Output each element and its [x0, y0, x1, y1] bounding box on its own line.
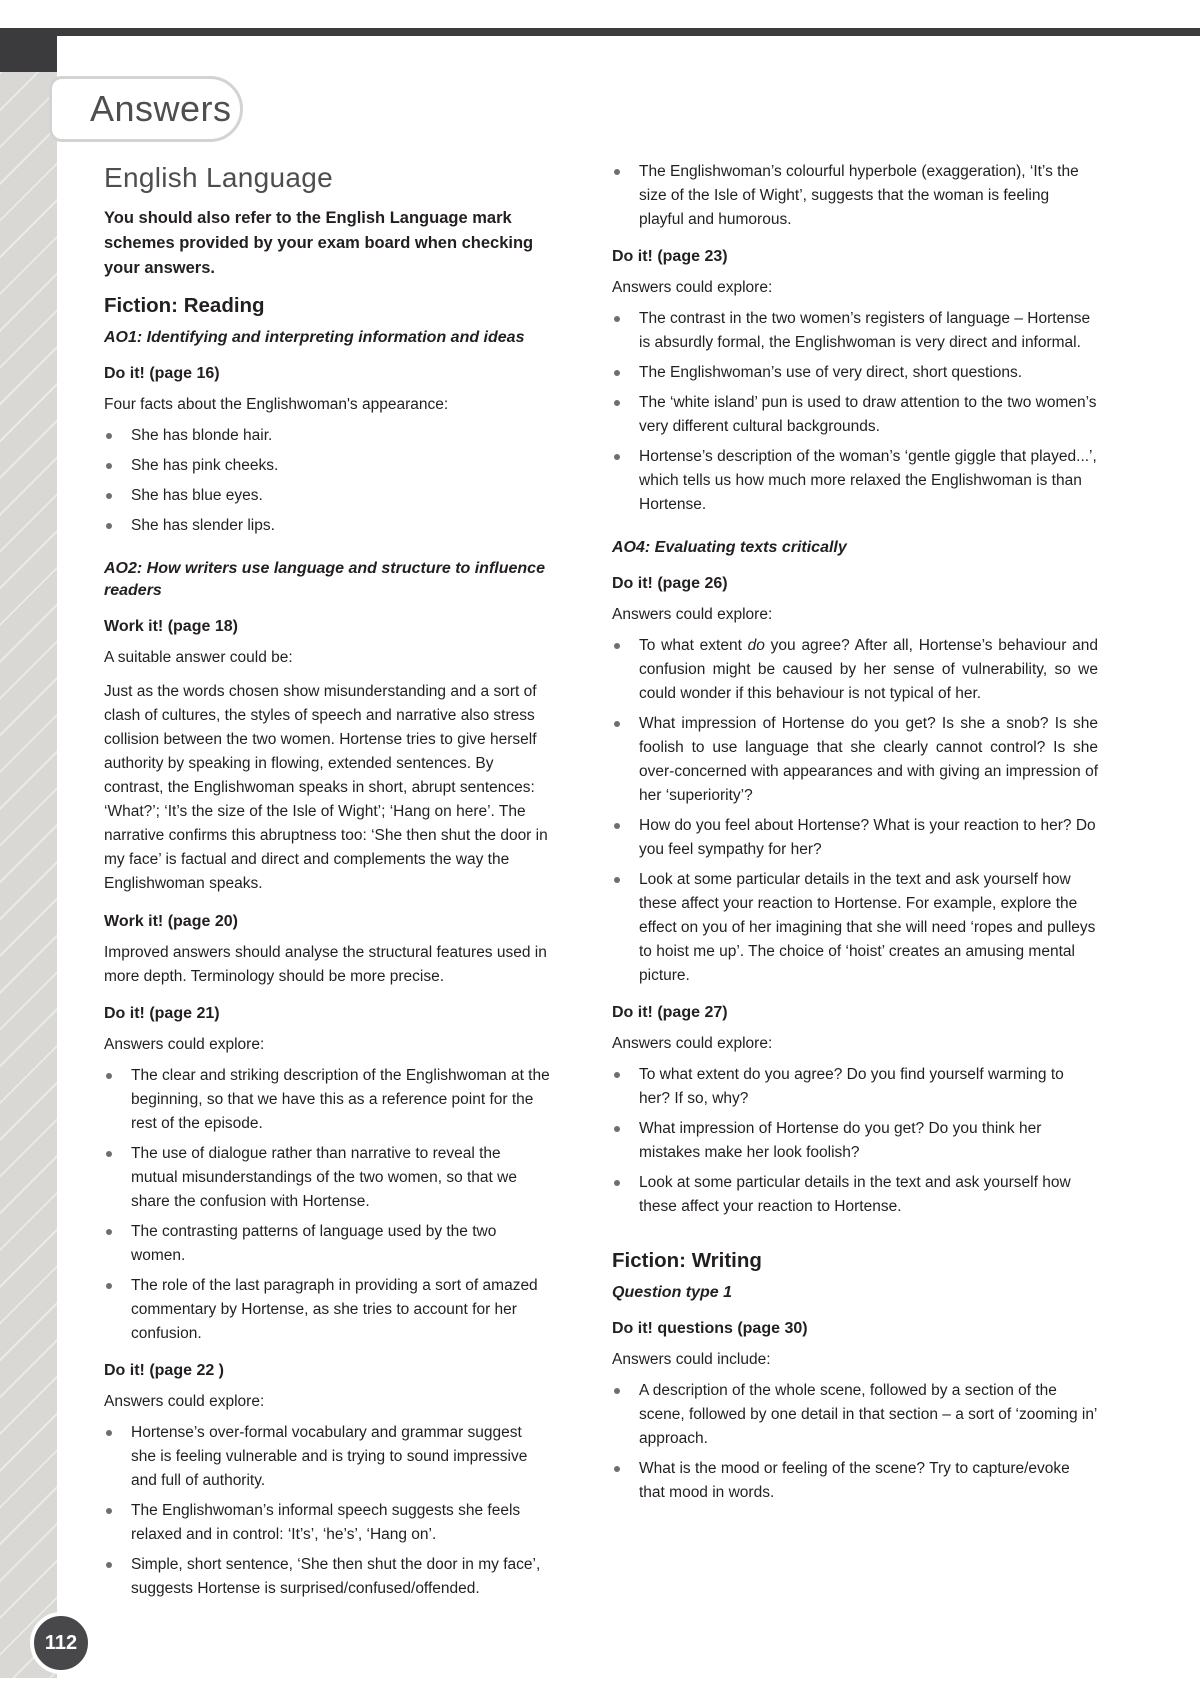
bullet-item [104, 1499, 551, 1547]
heading-do-it-page-27: Do it! (page 27) [612, 1004, 728, 1021]
bullet-item [104, 1220, 551, 1268]
answers-tab [49, 76, 243, 142]
bullet-item [612, 868, 1098, 988]
heading-do-it-page-23: Do it! (page 23) [612, 248, 728, 265]
section-title: English Language [104, 162, 333, 193]
bullet-item [612, 1063, 1098, 1111]
bullet-text: you agree? After all, Hortense’s behaviour and confusion might be caused by her sense of vulnerability, so we could wonder if this behaviour is not typical of her. [639, 637, 1098, 702]
bullet-item [612, 307, 1098, 355]
bullet-item [612, 634, 1098, 706]
bullet-text: The use of dialogue rather than narrative to reveal the mutual misunderstandings of the two women, so that we share the confusion with Hortense. [131, 1145, 517, 1210]
bullet-item [612, 361, 1098, 385]
bullet-text: The clear and striking description of the Englishwoman at the beginning, so that we have this as a reference point for the rest of the episode. [131, 1067, 550, 1132]
explore-intro: Answers could explore: [612, 1035, 773, 1052]
bullet-text: How do you feel about Hortense? What is your reaction to her? Do you feel sympathy for her? [639, 817, 1096, 858]
heading-do-it-page-16: Do it! (page 16) [104, 365, 220, 382]
bullet-item [612, 712, 1098, 808]
bullet-item [104, 424, 551, 448]
bullet-text: The contrast in the two women’s registers of language – Hortense is absurdly formal, the Englishwoman is very direct and informal. [639, 310, 1091, 351]
bullet-text: What impression of Hortense do you get? Do you think her mistakes make her look foolish? [639, 1120, 1042, 1161]
explore-intro: Answers could explore: [104, 1393, 265, 1410]
page-23-list [612, 307, 1098, 517]
suitable-intro: A suitable answer could be: [104, 649, 293, 666]
bullet-text: A description of the whole scene, followed by a section of the scene, followed by one detail in that section – a sort of ‘zooming in’ approach. [639, 1382, 1097, 1447]
bullet-item [612, 160, 1098, 232]
improved-note: Improved answers should analyse the structural features used in more depth. Terminology should be more precise. [104, 944, 547, 985]
bullet-item [104, 454, 551, 478]
heading-fiction-writing: Fiction: Writing [612, 1249, 762, 1272]
heading-work-it-page-18: Work it! (page 18) [104, 618, 238, 635]
heading-do-it-page-26: Do it! (page 26) [612, 575, 728, 592]
heading-do-it-page-22: Do it! (page 22 ) [104, 1362, 225, 1379]
heading-do-it-page-21: Do it! (page 21) [104, 1005, 220, 1022]
bullet-text: She has pink cheeks. [131, 457, 279, 474]
page-number-badge [30, 1612, 92, 1674]
bullet-item [612, 814, 1098, 862]
page-30-list [612, 1379, 1098, 1505]
bullet-text: The contrasting patterns of language used by the two women. [131, 1223, 497, 1264]
left-column [104, 162, 551, 1609]
page-26-list [612, 634, 1098, 988]
bullet-text: Look at some particular details in the text and ask yourself how these affect your reaction to Hortense. For example, explore the effect on you of her imagining that she will need ‘ropes and pulleys to hoist me up’. The choice of ‘hoist’ creates an amusing mental picture. [639, 871, 1096, 984]
top-rule [0, 28, 1200, 36]
heading-ao4: AO4: Evaluating texts critically [612, 539, 847, 556]
bullet-text: She has blue eyes. [131, 487, 263, 504]
bullet-text: What is the mood or feeling of the scene? Try to capture/evoke that mood in words. [639, 1460, 1070, 1501]
heading-fiction-reading: Fiction: Reading [104, 294, 265, 317]
bullet-text: Hortense’s over-formal vocabulary and grammar suggest she is feeling vulnerable and is trying to sound impressive and full of authority. [131, 1424, 528, 1489]
bullet-text: Look at some particular details in the text and ask yourself how these affect your reaction to Hortense. [639, 1174, 1071, 1215]
explore-intro: Answers could explore: [612, 279, 773, 296]
explore-intro: Answers could explore: [612, 606, 773, 623]
bullet-item [612, 1171, 1098, 1219]
bullet-text: The role of the last paragraph in providing a sort of amazed commentary by Hortense, as she tries to account for her confusion. [131, 1277, 538, 1342]
left-edge-strip [0, 72, 57, 1678]
heading-do-it-questions-page-30: Do it! questions (page 30) [612, 1320, 808, 1337]
bullet-text: She has slender lips. [131, 517, 275, 534]
page-27-list [612, 1063, 1098, 1219]
bullet-text: The Englishwoman’s colourful hyperbole (exaggeration), ‘It’s the size of the Isle of Wight’, suggests that the woman is feeling playful and humorous. [639, 163, 1079, 228]
bullet-item [104, 1142, 551, 1214]
carry-over-list [612, 160, 1098, 232]
bullet-text: The Englishwoman’s use of very direct, short questions. [639, 364, 1023, 381]
page-title: Answers [90, 88, 232, 129]
bullet-item [612, 445, 1098, 517]
bullet-item [104, 484, 551, 508]
facts-intro: Four facts about the Englishwoman's appearance: [104, 396, 449, 413]
bullet-text: Hortense’s description of the woman’s ‘gentle giggle that played...’, which tells us how much more relaxed the Englishwoman is than Hortense. [639, 448, 1097, 513]
bullet-text: What impression of Hortense do you get? Is she a snob? Is she foolish to use language that she clearly cannot control? Is she over-concerned with appearances and with giving an impression of her ‘superiority’? [639, 715, 1098, 804]
bullet-text: To what extent do you agree? Do you find yourself warming to her? If so, why? [639, 1066, 1064, 1107]
facts-list [104, 424, 551, 538]
bullet-text: The ‘white island’ pun is used to draw attention to the two women’s very different cultural backgrounds. [639, 394, 1097, 435]
bullet-item [612, 1379, 1098, 1451]
bullet-item [612, 1457, 1098, 1505]
bullet-text: To what extent [639, 637, 748, 654]
page-22-list [104, 1421, 551, 1601]
bullet-item [104, 1553, 551, 1601]
heading-work-it-page-20: Work it! (page 20) [104, 913, 238, 930]
heading-ao1: AO1: Identifying and interpreting information and ideas [104, 329, 525, 346]
heading-question-type-1: Question type 1 [612, 1284, 733, 1301]
model-answer-paragraph: Just as the words chosen show misunderstanding and a sort of clash of cultures, the styles of speech and narrative also stress collision between the two women. Hortense tries to give herself authority by speaking in flowing, extended sentences. By contrast, the Englishwoman speaks in short, abrupt sentences: ‘What?’; ‘It’s the size of the Isle of Wight’; ‘Hang on here’. The narrative confirms this abruptness too: ‘She then shut the door in my face’ is factual and direct and complements the way the Englishwoman speaks. [104, 683, 548, 892]
heading-ao2: AO2: How writers use language and structure to influence readers [104, 560, 545, 599]
bullet-text: Simple, short sentence, ‘She then shut the door in my face’, suggests Hortense is surprised/confused/offended. [131, 1556, 541, 1597]
bullet-item [104, 1421, 551, 1493]
bullet-item [612, 1117, 1098, 1165]
bullet-item [104, 1274, 551, 1346]
emphasized-word: do [747, 637, 765, 654]
explore-intro: Answers could explore: [104, 1036, 265, 1053]
bullet-text: The Englishwoman’s informal speech suggests she feels relaxed and in control: ‘It’s’, ‘he’s’, ‘Hang on’. [131, 1502, 521, 1543]
page-21-list [104, 1064, 551, 1346]
right-column [612, 160, 1098, 1513]
bullet-item [104, 1064, 551, 1136]
bullet-item [104, 514, 551, 538]
page-number: 112 [44, 1631, 78, 1654]
bullet-item [612, 391, 1098, 439]
bullet-text: She has blonde hair. [131, 427, 273, 444]
corner-block [0, 28, 57, 72]
include-intro: Answers could include: [612, 1351, 771, 1368]
intro-note: You should also refer to the English Language mark schemes provided by your exam board when checking your answers. [104, 209, 534, 277]
